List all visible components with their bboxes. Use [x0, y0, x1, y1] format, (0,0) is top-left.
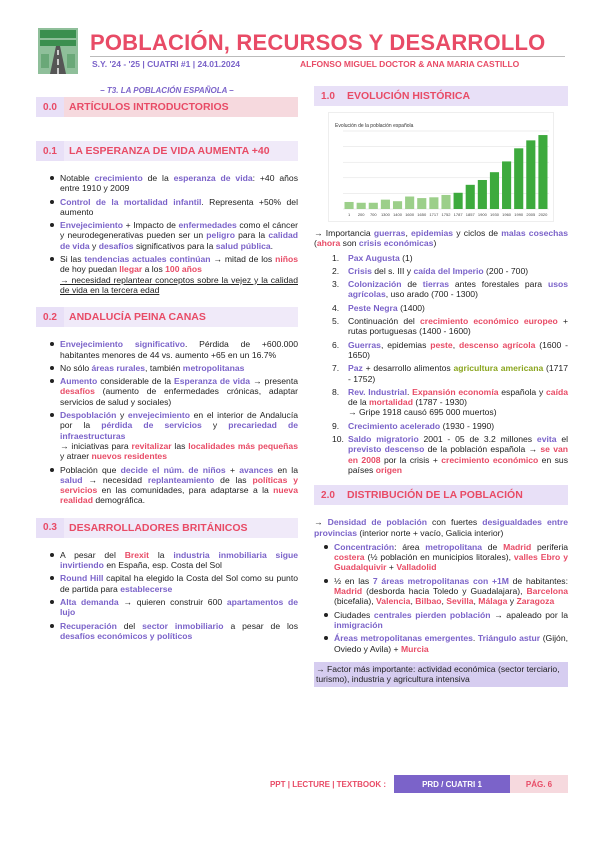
right-column: [314, 86, 568, 687]
x-tick-label: 1650: [417, 212, 427, 217]
list-item: 7. Paz + desarrollo alimentos agricultura americana (1717 - 1752): [332, 363, 568, 384]
bar: [357, 203, 366, 209]
bullet-list: [324, 542, 568, 654]
document-title: POBLACIÓN, RECURSOS Y DESARROLLO: [90, 30, 546, 55]
list-item: 8. Rev. Industrial. Expansión economía española y caída de la mortalidad (1787 - 1930) → Gripe 1918 causó 695 000 muertos): [332, 386, 568, 418]
left-column: [36, 86, 298, 649]
section-title: ANDALUCÍA PEINA CANAS: [64, 307, 298, 327]
bullet-list: [50, 550, 298, 641]
bar: [538, 135, 547, 209]
bar: [405, 197, 414, 209]
section-title: DESARROLLADORES BRITÁNICOS: [64, 518, 298, 538]
bar: [514, 148, 523, 209]
section-header-0-3: 0.3 DESARROLLADORES BRITÁNICOS: [36, 518, 298, 538]
list-item: 4. Peste Negra (1400): [332, 302, 425, 313]
page-number: PÁG. 6: [510, 775, 568, 793]
list-item: 6. Guerras, epidemias peste, descenso agrícola (1600 - 1650): [332, 339, 568, 360]
footer: [36, 775, 568, 793]
bar: [502, 161, 511, 209]
x-tick-label: 700: [369, 212, 377, 217]
footer-sources: PPT | LECTURE | TEXTBOOK :: [269, 779, 386, 789]
authors: ALFONSO MIGUEL DOCTOR & ANA MARIA CASTILLO: [300, 59, 520, 69]
key-factor-note: → Factor más importante: actividad económica (sector terciario, turismo), industria y agricultura intensiva: [314, 662, 568, 687]
list-item: 5. Continuación del crecimiento económico europeo + rutas portuguesas (1400 - 1600): [332, 316, 568, 337]
list-item: Notable crecimiento de la esperanza de vida: +40 años entre 1910 y 2009: [50, 173, 298, 194]
list-item: Áreas metropolitanas emergentes. Triángulo astur (Gijón, Oviedo y Avila) + Murcia: [324, 633, 568, 654]
x-tick-label: 200: [357, 212, 365, 217]
intro-paragraph: → Densidad de población con fuertes desigualdades entre provincias (interior norte + vacío, Galicia interior): [314, 517, 568, 538]
bar: [490, 172, 499, 209]
intro-paragraph: → Importancia guerras, epidemias y ciclos de malas cosechas (ahora son crisis económicas): [314, 228, 568, 249]
x-tick-label: 2020: [538, 212, 548, 217]
list-item: Aumento considerable de la Esperanza de vida → presenta desafíos (aumento de enfermedades crónicas, adaptar servicios de salud y sociales): [50, 376, 298, 407]
list-item: Población que decide el núm. de niños + avances en la salud → necesidad replanteamiento de las políticas y servicios en las comunidades, para adaptarse a la nueva realidad demográfica.: [50, 465, 298, 506]
section-title: DISTRIBUCIÓN DE LA POBLACIÓN: [342, 485, 568, 505]
bar: [478, 180, 487, 209]
x-tick-label: 1400: [393, 212, 402, 217]
bar: [345, 202, 354, 209]
section-title: ARTÍCULOS INTRODUCTORIOS: [64, 97, 298, 117]
title-divider: [90, 56, 565, 57]
x-tick-label: 1787: [453, 212, 463, 217]
bar: [429, 197, 438, 209]
list-item: 9. Crecimiento acelerado (1930 - 1990): [332, 420, 495, 431]
list-item: 10. Saldo migratorio 2001 - 05 de 3.2 millones evita el previsto descenso de la población española → se van en 2008 por la crisis + crecimiento económico en sus países origen: [332, 434, 569, 475]
x-tick-label: 1600: [405, 212, 415, 217]
section-header-0-2: 0.2 ANDALUCÍA PEINA CANAS: [36, 307, 298, 327]
list-item: Si las tendencias actuales continúan → mitad de los niños de hoy puedan llegar a los 100 años → necesidad replantear conceptos sobre la vejez y la calidad de vida en la tercera edad: [50, 254, 298, 295]
x-tick-label: 1960: [502, 212, 512, 217]
section-title: LA ESPERANZA DE VIDA AUMENTA +40: [64, 141, 298, 161]
x-tick-label: 1990: [514, 212, 524, 217]
course-meta: S.Y. '24 - '25 | CUATRI #1 | 24.01.2024: [92, 59, 241, 69]
list-item: 1. Pax Augusta (1): [332, 252, 413, 263]
population-chart: [328, 112, 554, 222]
x-tick-label: 1752: [441, 212, 451, 217]
x-tick-label: 1930: [490, 212, 499, 217]
header: [0, 0, 600, 80]
footer-course: PRD / CUATRI 1: [394, 775, 510, 793]
section-header-1-0: 1.0 EVOLUCIÓN HISTÓRICA: [314, 86, 568, 106]
x-tick-label: 1300: [380, 212, 390, 217]
section-header-0-1: 0.1 LA ESPERANZA DE VIDA AUMENTA +40: [36, 141, 298, 161]
bullet-list: [50, 339, 298, 505]
section-title: EVOLUCIÓN HISTÓRICA: [342, 86, 568, 106]
list-item: Control de la mortalidad infantil. Representa +50% del aumento: [50, 197, 298, 218]
x-tick-label: 1: [347, 212, 351, 217]
list-item: 2. Crisis del s. III y caída del Imperio (200 - 700): [332, 265, 529, 276]
bar: [381, 200, 390, 209]
list-item: Ciudades centrales pierden población → apaleado por la inmigración: [324, 610, 568, 631]
x-tick-label: 1857: [465, 212, 475, 217]
section-tag: – T3. LA POBLACIÓN ESPAÑOLA –: [100, 86, 234, 95]
list-item: Envejecimiento significativo. Pérdida de +600.000 habitantes menores de 44 vs. aumento +65 en un 16.7%: [50, 339, 298, 360]
bar: [466, 185, 475, 209]
list-item: Round Hill capital ha elegido la Costa del Sol como su punto de partida para establecerse: [50, 573, 298, 594]
history-list: [334, 253, 568, 476]
x-tick-label: 1900: [477, 212, 487, 217]
x-tick-label: 1717: [429, 212, 439, 217]
bar: [441, 195, 450, 209]
list-item: Despoblación y envejecimiento en el interior de Andalucía por la pérdida de servicios y precariedad de infraestructuras → iniciativas para revitalizar las localidades más pequeñas y atraer nuevos residentes: [50, 410, 298, 461]
chart-title: Evolución de la población española: [335, 123, 414, 129]
highway-logo-icon: [38, 28, 78, 74]
list-item: A pesar del Brexit la industria inmobiliaria sigue invirtiendo en España, esp. Costa del Sol: [50, 550, 298, 571]
bar-chart: [329, 113, 555, 223]
section-header-2-0: 2.0 DISTRIBUCIÓN DE LA POBLACIÓN: [314, 485, 568, 505]
bar: [417, 198, 426, 209]
list-item: 3. Colonización de tierras antes forestales para usos agrícolas, uso arado (700 - 1300): [332, 279, 569, 300]
list-item: Alta demanda → quieren construir 600 apartamentos de lujo: [50, 597, 298, 618]
list-item: No sólo áreas rurales, también metropolitanas: [50, 363, 298, 373]
list-item: ½ en las 7 áreas metropolitanas con +1M de habitantes: Madrid (desborda hacia Toledo y Guadalajara), Barcelona (bicefalia), Valencia, Bilbao, Sevilla, Málaga y Zaragoza: [324, 576, 568, 607]
list-item: Recuperación del sector inmobiliario a pesar de los desafíos económicos y políticos: [50, 621, 298, 642]
bullet-list: [50, 173, 298, 295]
bar: [454, 193, 463, 209]
list-item: Envejecimiento + Impacto de enfermedades como el cáncer y neurodegenerativas pueden ser un peligro para la calidad de vida y desafíos significativos para la salud pública.: [50, 220, 298, 251]
section-header-0-0: 0.0 ARTÍCULOS INTRODUCTORIOS: [36, 97, 298, 117]
x-tick-label: 2005: [526, 212, 536, 217]
bar: [393, 201, 402, 209]
bar: [526, 140, 535, 209]
bar: [369, 203, 378, 209]
list-item: Concentración: área metropolitana de Madrid periferia costera (½ población en municipios litorales), valles Ebro y Guadalquivir + Valladolid: [324, 542, 568, 573]
